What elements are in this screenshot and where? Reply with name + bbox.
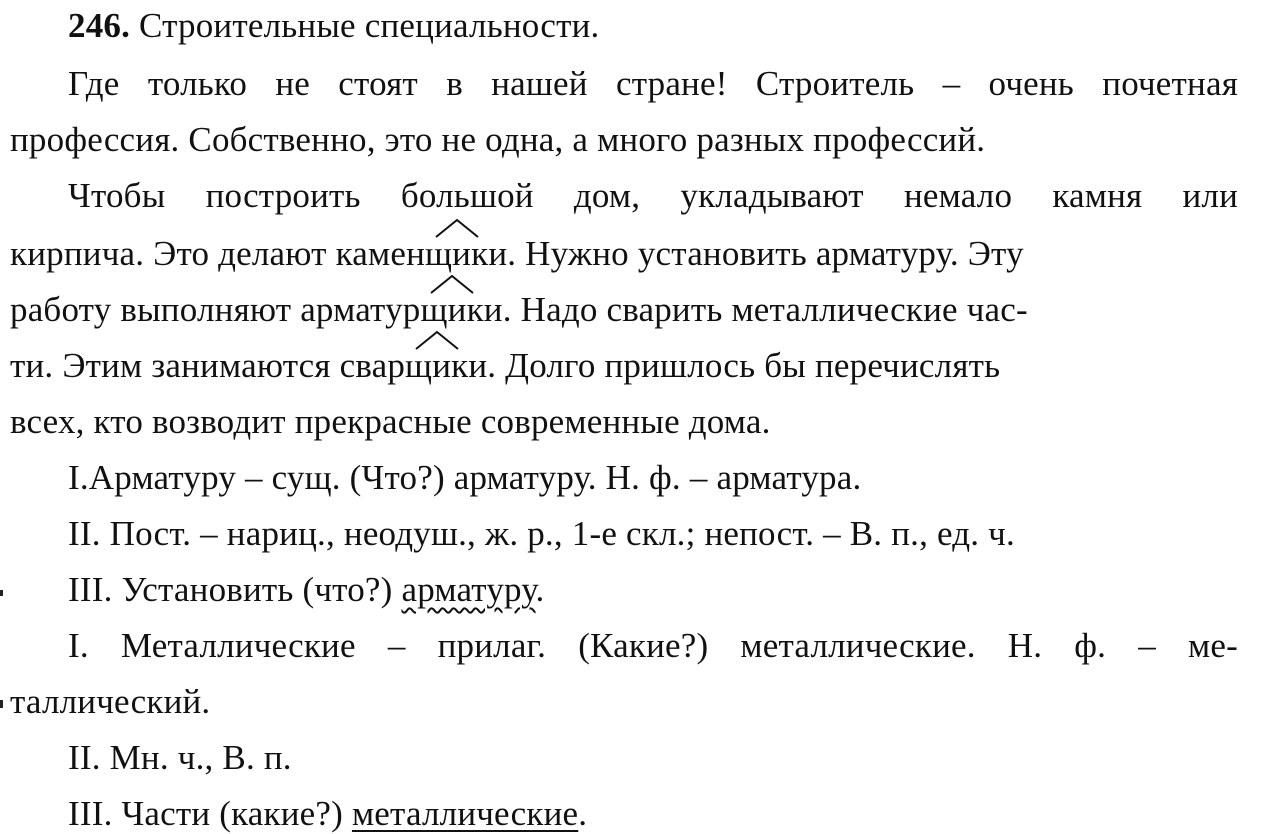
text-segment: .: [535, 570, 545, 609]
word: (Какие?): [578, 626, 709, 665]
exercise-number: 246.: [68, 6, 131, 45]
word: стране!: [615, 64, 728, 103]
word: –: [1138, 626, 1156, 665]
suffix-marked-word: [405, 346, 468, 386]
word: дом,: [573, 176, 641, 215]
exercise-title: Строительные специальности.: [139, 6, 600, 45]
word: –: [387, 626, 406, 665]
exercise-heading: [68, 6, 599, 46]
word: стоят: [338, 64, 418, 103]
analysis-b3: [68, 794, 587, 834]
suffix-marked-word: [425, 234, 488, 274]
word: очень: [988, 64, 1074, 103]
text-segment: и. Долго пришлось бы перечислять: [468, 346, 1001, 385]
word: Металлические: [120, 626, 356, 665]
scan-edge-mark: [0, 700, 3, 708]
text-segment: и. Нужно установить арматуру. Эту: [488, 234, 1024, 273]
word: только: [147, 64, 248, 103]
p1-line1: [68, 64, 1238, 104]
suffix-marked-word: [420, 290, 483, 330]
word: Н.: [1007, 626, 1043, 665]
word: Где: [68, 64, 120, 103]
p2-line1: [68, 176, 1238, 216]
word: I.: [68, 626, 89, 665]
underlined-attribute-word: металлические: [351, 794, 579, 833]
word: почетная: [1102, 64, 1238, 103]
text-segment: и. Надо сварить металлические час-: [483, 290, 1028, 329]
analysis-a1: I.Арматуру – сущ. (Что?) арматуру. Н. ф. – арматура.: [68, 458, 862, 497]
suffix-text: щик: [425, 234, 489, 273]
suffix-text: щик: [420, 290, 484, 329]
word: не: [275, 64, 311, 103]
suffix-arc-mark: [414, 330, 460, 350]
text-segment: кирпича. Это делают камен: [10, 234, 426, 273]
p2-line2: [10, 234, 1238, 274]
text-segment: III. Части (какие?): [68, 794, 352, 833]
text-segment: .: [578, 794, 588, 833]
p2-line3: [10, 290, 1028, 330]
word: металлические.: [740, 626, 976, 665]
text-segment: ти. Этим занимаются свар: [10, 346, 406, 385]
word: ф.: [1074, 626, 1107, 665]
word: –: [942, 64, 961, 103]
suffix-text: щик: [405, 346, 469, 385]
p2-line2-text: [10, 234, 1024, 274]
text-segment: III. Установить (что?): [68, 570, 402, 609]
analysis-b1-cont: таллический.: [10, 682, 211, 721]
p1-line2: профессия. Собственно, это не одна, а много разных профессий.: [10, 120, 986, 159]
word: камня: [1052, 176, 1143, 215]
scan-edge-mark: [0, 590, 3, 596]
text-segment: работу выполняют арматур: [10, 290, 421, 329]
underlined-object-word: арматуру: [401, 570, 536, 609]
word: нашей: [491, 64, 588, 103]
analysis-b1: [68, 626, 1238, 666]
word: прилаг.: [437, 626, 547, 665]
analysis-b2: II. Мн. ч., В. п.: [68, 738, 292, 777]
word: в: [446, 64, 463, 103]
word: ме-: [1188, 626, 1238, 665]
p2-line4: [10, 346, 1000, 386]
analysis-a3: [68, 570, 544, 610]
suffix-arc-mark: [434, 218, 480, 238]
word: Строитель: [755, 64, 915, 103]
word: или: [1182, 176, 1238, 215]
word: укладывают: [680, 176, 864, 215]
word: Чтобы: [68, 176, 166, 215]
word: построить: [205, 176, 361, 215]
word: большой: [400, 176, 534, 215]
analysis-a2: II. Пост. – нариц., неодуш., ж. р., 1-е скл.; непост. – В. п., ед. ч.: [68, 514, 1015, 553]
p2-line5: всех, кто возводит прекрасные современные дома.: [10, 402, 771, 441]
word: немало: [903, 176, 1013, 215]
suffix-arc-mark: [429, 274, 475, 294]
